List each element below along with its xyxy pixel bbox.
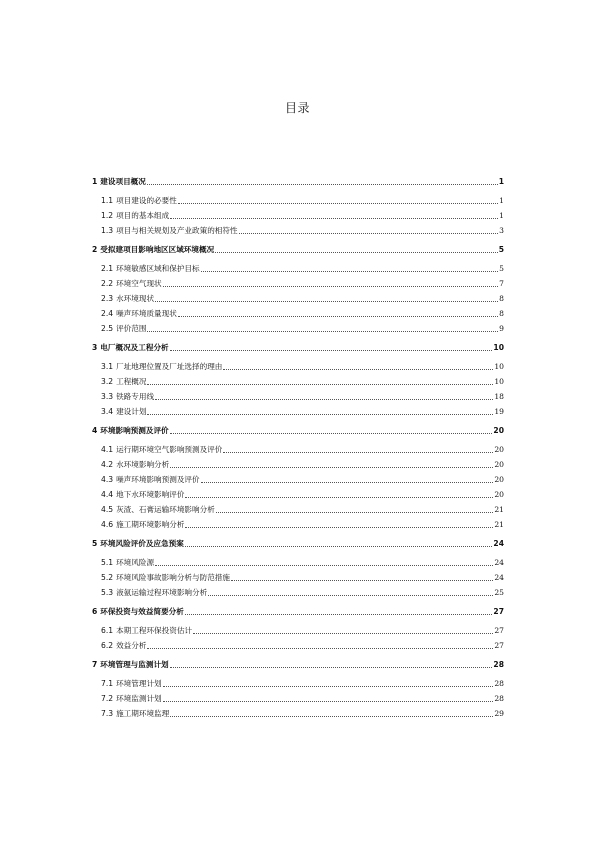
toc-subsection-entry[interactable] bbox=[92, 457, 504, 472]
dot-leader bbox=[147, 384, 493, 385]
toc-entry-title: 评价范围 bbox=[116, 324, 147, 333]
dot-leader bbox=[223, 452, 493, 453]
toc-subsection-entry[interactable] bbox=[92, 623, 504, 638]
toc-entry-number: 2 bbox=[92, 245, 98, 254]
page-title: 目录 bbox=[284, 101, 310, 115]
toc-entry-label bbox=[101, 472, 200, 487]
toc-entry-label bbox=[101, 208, 169, 223]
toc-entry-page-number: 27 bbox=[494, 641, 504, 650]
toc-section bbox=[92, 419, 504, 532]
toc-entry-title: 环境监测计划 bbox=[116, 694, 162, 703]
dot-leader bbox=[201, 482, 494, 483]
toc-entry-page-number: 1 bbox=[498, 177, 504, 186]
toc-entry-page-number: 1 bbox=[499, 211, 504, 220]
toc-entry-label bbox=[101, 623, 192, 638]
toc-entry-title: 环境管理计划 bbox=[116, 679, 162, 688]
toc-section bbox=[92, 238, 504, 336]
toc-subsection-entry[interactable] bbox=[92, 585, 504, 600]
toc-subsection-entry[interactable] bbox=[92, 676, 504, 691]
toc-entry-label bbox=[101, 404, 146, 419]
toc-entry-title: 施工期环境监理 bbox=[116, 709, 170, 718]
dot-leader bbox=[185, 614, 493, 615]
dot-leader bbox=[147, 331, 498, 332]
toc-section bbox=[92, 174, 504, 238]
dot-leader bbox=[155, 301, 498, 302]
dot-leader bbox=[163, 286, 499, 287]
dot-leader bbox=[208, 595, 493, 596]
toc-entry-page-number: 24 bbox=[493, 539, 504, 548]
toc-entry-title: 噪声环境影响预测及评价 bbox=[116, 475, 200, 484]
dot-leader bbox=[155, 565, 493, 566]
toc-entry-title: 噪声环境质量现状 bbox=[116, 309, 177, 318]
toc-entry-label bbox=[92, 604, 184, 619]
toc-entry-title: 地下水环境影响评价 bbox=[116, 490, 185, 499]
toc-subsection-entry[interactable] bbox=[92, 223, 504, 238]
toc-entry-page-number: 8 bbox=[499, 294, 504, 303]
toc-subsection-entry[interactable] bbox=[92, 306, 504, 321]
dot-leader bbox=[170, 350, 493, 351]
toc-subsection-entry[interactable] bbox=[92, 193, 504, 208]
toc-section bbox=[92, 653, 504, 721]
toc-entry-label bbox=[101, 442, 222, 457]
toc-entry-title: 环境管理与监测计划 bbox=[100, 660, 169, 669]
toc-entry-number: 1 bbox=[92, 177, 98, 186]
toc-entry-page-number: 3 bbox=[499, 226, 504, 235]
toc-entry-number: 4.3 bbox=[101, 475, 114, 484]
toc-subsection-entry[interactable] bbox=[92, 208, 504, 223]
toc-entry-label bbox=[101, 555, 154, 570]
toc-entry-page-number: 24 bbox=[494, 558, 504, 567]
toc-entry-label bbox=[101, 691, 162, 706]
toc-entry-label bbox=[101, 321, 146, 336]
toc-entry-page-number: 25 bbox=[494, 588, 504, 597]
dot-leader bbox=[231, 580, 493, 581]
toc-subsection-entry[interactable] bbox=[92, 517, 504, 532]
toc-entry-number: 7.3 bbox=[101, 709, 114, 718]
toc-entry-label bbox=[101, 517, 184, 532]
toc-entry-page-number: 20 bbox=[494, 490, 504, 499]
toc-entry-title: 建设计划 bbox=[116, 407, 147, 416]
toc-entry-number: 7.2 bbox=[101, 694, 114, 703]
toc-subsection-entry[interactable] bbox=[92, 555, 504, 570]
toc-entry-page-number: 20 bbox=[494, 475, 504, 484]
dot-leader bbox=[223, 369, 493, 370]
dot-leader bbox=[163, 701, 494, 702]
toc-entry-label bbox=[92, 657, 169, 672]
toc-subsection-entry[interactable] bbox=[92, 472, 504, 487]
toc-entry-page-number: 18 bbox=[494, 392, 504, 401]
dot-leader bbox=[201, 271, 499, 272]
toc-entry-title: 受拟建项目影响地区区域环境概况 bbox=[100, 245, 215, 254]
toc-entry-page-number: 27 bbox=[493, 607, 504, 616]
toc-entry-number: 3.2 bbox=[101, 377, 114, 386]
toc-entry-label bbox=[101, 306, 177, 321]
dot-leader bbox=[216, 512, 494, 513]
dot-leader bbox=[239, 233, 499, 234]
toc-entry-number: 3.4 bbox=[101, 407, 114, 416]
toc-entry-number: 1.3 bbox=[101, 226, 114, 235]
toc-entry-number: 4.6 bbox=[101, 520, 114, 529]
toc-entry-number: 2.5 bbox=[101, 324, 114, 333]
toc-entry-title: 环境风险评价及应急预案 bbox=[100, 539, 184, 548]
toc-entry-number: 4.1 bbox=[101, 445, 114, 454]
toc-entry-number: 6.1 bbox=[101, 626, 114, 635]
dot-leader bbox=[178, 316, 498, 317]
toc-entry-title: 效益分析 bbox=[116, 641, 147, 650]
table-of-contents bbox=[92, 174, 504, 721]
toc-entry-title: 建设项目概况 bbox=[100, 177, 146, 186]
dot-leader bbox=[170, 218, 498, 219]
toc-subsection-entry[interactable] bbox=[92, 706, 504, 721]
toc-entry-page-number: 1 bbox=[499, 196, 504, 205]
toc-entry-label bbox=[101, 676, 162, 691]
toc-entry-label bbox=[101, 457, 169, 472]
toc-entry-page-number: 10 bbox=[494, 377, 504, 386]
toc-entry-page-number: 5 bbox=[499, 264, 504, 273]
toc-subsection-entry[interactable] bbox=[92, 638, 504, 653]
toc-entry-number: 7.1 bbox=[101, 679, 114, 688]
toc-entry-label bbox=[101, 193, 177, 208]
toc-entry-page-number: 28 bbox=[494, 679, 504, 688]
toc-entry-title: 工程概况 bbox=[116, 377, 147, 386]
toc-entry-title: 电厂概况及工程分析 bbox=[100, 343, 169, 352]
toc-subsection-entry[interactable] bbox=[92, 359, 504, 374]
toc-entry-page-number: 21 bbox=[494, 505, 504, 514]
toc-entry-number: 1.2 bbox=[101, 211, 114, 220]
toc-section bbox=[92, 600, 504, 653]
toc-entry-number: 2.2 bbox=[101, 279, 114, 288]
dot-leader bbox=[170, 667, 493, 668]
toc-chapter-entry[interactable] bbox=[92, 340, 504, 355]
toc-entry-page-number: 5 bbox=[498, 245, 504, 254]
toc-entry-label bbox=[101, 706, 169, 721]
toc-entry-number: 6 bbox=[92, 607, 98, 616]
dot-leader bbox=[147, 648, 493, 649]
toc-entry-label bbox=[101, 359, 222, 374]
toc-entry-number: 5.3 bbox=[101, 588, 114, 597]
toc-entry-title: 项目的基本组成 bbox=[116, 211, 170, 220]
toc-entry-number: 4.4 bbox=[101, 490, 114, 499]
dot-leader bbox=[185, 527, 493, 528]
toc-entry-number: 5.2 bbox=[101, 573, 114, 582]
dot-leader bbox=[185, 546, 493, 547]
toc-chapter-entry[interactable] bbox=[92, 242, 504, 257]
toc-entry-title: 环保投资与效益简要分析 bbox=[100, 607, 184, 616]
toc-entry-page-number: 10 bbox=[494, 362, 504, 371]
toc-subsection-entry[interactable] bbox=[92, 374, 504, 389]
toc-entry-page-number: 28 bbox=[494, 694, 504, 703]
toc-section bbox=[92, 532, 504, 600]
toc-entry-number: 2.4 bbox=[101, 309, 114, 318]
toc-entry-page-number: 29 bbox=[494, 709, 504, 718]
toc-entry-label bbox=[101, 585, 207, 600]
toc-entry-page-number: 28 bbox=[493, 660, 504, 669]
toc-entry-number: 1.1 bbox=[101, 196, 114, 205]
toc-subsection-entry[interactable] bbox=[92, 442, 504, 457]
toc-entry-number: 7 bbox=[92, 660, 98, 669]
toc-chapter-entry[interactable] bbox=[92, 657, 504, 672]
toc-entry-title: 环境敏感区域和保护目标 bbox=[116, 264, 200, 273]
toc-entry-page-number: 19 bbox=[494, 407, 504, 416]
toc-entry-page-number: 10 bbox=[493, 343, 504, 352]
toc-entry-label bbox=[101, 638, 146, 653]
toc-entry-title: 项目与相关规划及产业政策的相符性 bbox=[116, 226, 238, 235]
toc-subsection-entry[interactable] bbox=[92, 570, 504, 585]
toc-entry-title: 环境风险事故影响分析与防范措施 bbox=[116, 573, 230, 582]
dot-leader bbox=[147, 184, 498, 185]
toc-entry-page-number: 7 bbox=[499, 279, 504, 288]
toc-entry-page-number: 9 bbox=[499, 324, 504, 333]
toc-entry-page-number: 20 bbox=[493, 426, 504, 435]
toc-entry-title: 液氨运输过程环境影响分析 bbox=[116, 588, 208, 597]
toc-entry-label bbox=[101, 291, 154, 306]
toc-entry-page-number: 27 bbox=[494, 626, 504, 635]
toc-entry-label bbox=[92, 174, 146, 189]
dot-leader bbox=[185, 497, 493, 498]
toc-entry-title: 项目建设的必要性 bbox=[116, 196, 177, 205]
toc-entry-number: 4.5 bbox=[101, 505, 114, 514]
toc-entry-number: 2.1 bbox=[101, 264, 114, 273]
toc-subsection-entry[interactable] bbox=[92, 502, 504, 517]
toc-entry-title: 环境风险源 bbox=[116, 558, 155, 567]
toc-entry-number: 6.2 bbox=[101, 641, 114, 650]
dot-leader bbox=[170, 433, 493, 434]
toc-subsection-entry[interactable] bbox=[92, 404, 504, 419]
toc-entry-number: 5.1 bbox=[101, 558, 114, 567]
toc-entry-number: 3 bbox=[92, 343, 98, 352]
toc-entry-label bbox=[101, 389, 154, 404]
toc-entry-title: 水环境现状 bbox=[116, 294, 155, 303]
toc-entry-label bbox=[101, 261, 200, 276]
toc-entry-page-number: 21 bbox=[494, 520, 504, 529]
toc-entry-page-number: 20 bbox=[494, 460, 504, 469]
toc-subsection-entry[interactable] bbox=[92, 389, 504, 404]
toc-chapter-entry[interactable] bbox=[92, 423, 504, 438]
toc-entry-label bbox=[101, 570, 230, 585]
toc-entry-number: 5 bbox=[92, 539, 98, 548]
toc-subsection-entry[interactable] bbox=[92, 261, 504, 276]
toc-subsection-entry[interactable] bbox=[92, 691, 504, 706]
toc-entry-label bbox=[101, 487, 184, 502]
toc-section bbox=[92, 336, 504, 419]
toc-entry-title: 本期工程环保投资估计 bbox=[116, 626, 193, 635]
toc-subsection-entry[interactable] bbox=[92, 291, 504, 306]
dot-leader bbox=[170, 467, 493, 468]
toc-chapter-entry[interactable] bbox=[92, 536, 504, 551]
toc-entry-title: 水环境影响分析 bbox=[116, 460, 170, 469]
toc-entry-title: 铁路专用线 bbox=[116, 392, 155, 401]
toc-entry-label bbox=[92, 536, 184, 551]
toc-chapter-entry[interactable] bbox=[92, 604, 504, 619]
toc-entry-label bbox=[101, 502, 215, 517]
toc-entry-label bbox=[101, 223, 238, 238]
toc-subsection-entry[interactable] bbox=[92, 276, 504, 291]
dot-leader bbox=[215, 252, 498, 253]
dot-leader bbox=[163, 686, 494, 687]
toc-chapter-entry[interactable] bbox=[92, 174, 504, 189]
toc-entry-number: 4 bbox=[92, 426, 98, 435]
toc-subsection-entry[interactable] bbox=[92, 321, 504, 336]
dot-leader bbox=[155, 399, 493, 400]
toc-entry-label bbox=[92, 242, 214, 257]
toc-entry-number: 3.3 bbox=[101, 392, 114, 401]
toc-entry-title: 灰渣、石膏运输环境影响分析 bbox=[116, 505, 215, 514]
toc-entry-title: 厂址地理位置及厂址选择的理由 bbox=[116, 362, 223, 371]
dot-leader bbox=[178, 203, 498, 204]
toc-entry-page-number: 8 bbox=[499, 309, 504, 318]
toc-entry-label bbox=[92, 340, 169, 355]
toc-entry-number: 4.2 bbox=[101, 460, 114, 469]
toc-entry-label bbox=[92, 423, 169, 438]
toc-entry-page-number: 24 bbox=[494, 573, 504, 582]
dot-leader bbox=[147, 414, 493, 415]
dot-leader bbox=[193, 633, 493, 634]
toc-subsection-entry[interactable] bbox=[92, 487, 504, 502]
toc-entry-number: 3.1 bbox=[101, 362, 114, 371]
toc-entry-title: 运行期环境空气影响预测及评价 bbox=[116, 445, 223, 454]
toc-entry-title: 施工期环境影响分析 bbox=[116, 520, 185, 529]
toc-entry-title: 环境空气现状 bbox=[116, 279, 162, 288]
toc-entry-number: 2.3 bbox=[101, 294, 114, 303]
toc-entry-page-number: 20 bbox=[494, 445, 504, 454]
toc-entry-title: 环境影响预测及评价 bbox=[100, 426, 169, 435]
dot-leader bbox=[170, 716, 493, 717]
toc-entry-label bbox=[101, 276, 162, 291]
toc-entry-label bbox=[101, 374, 146, 389]
